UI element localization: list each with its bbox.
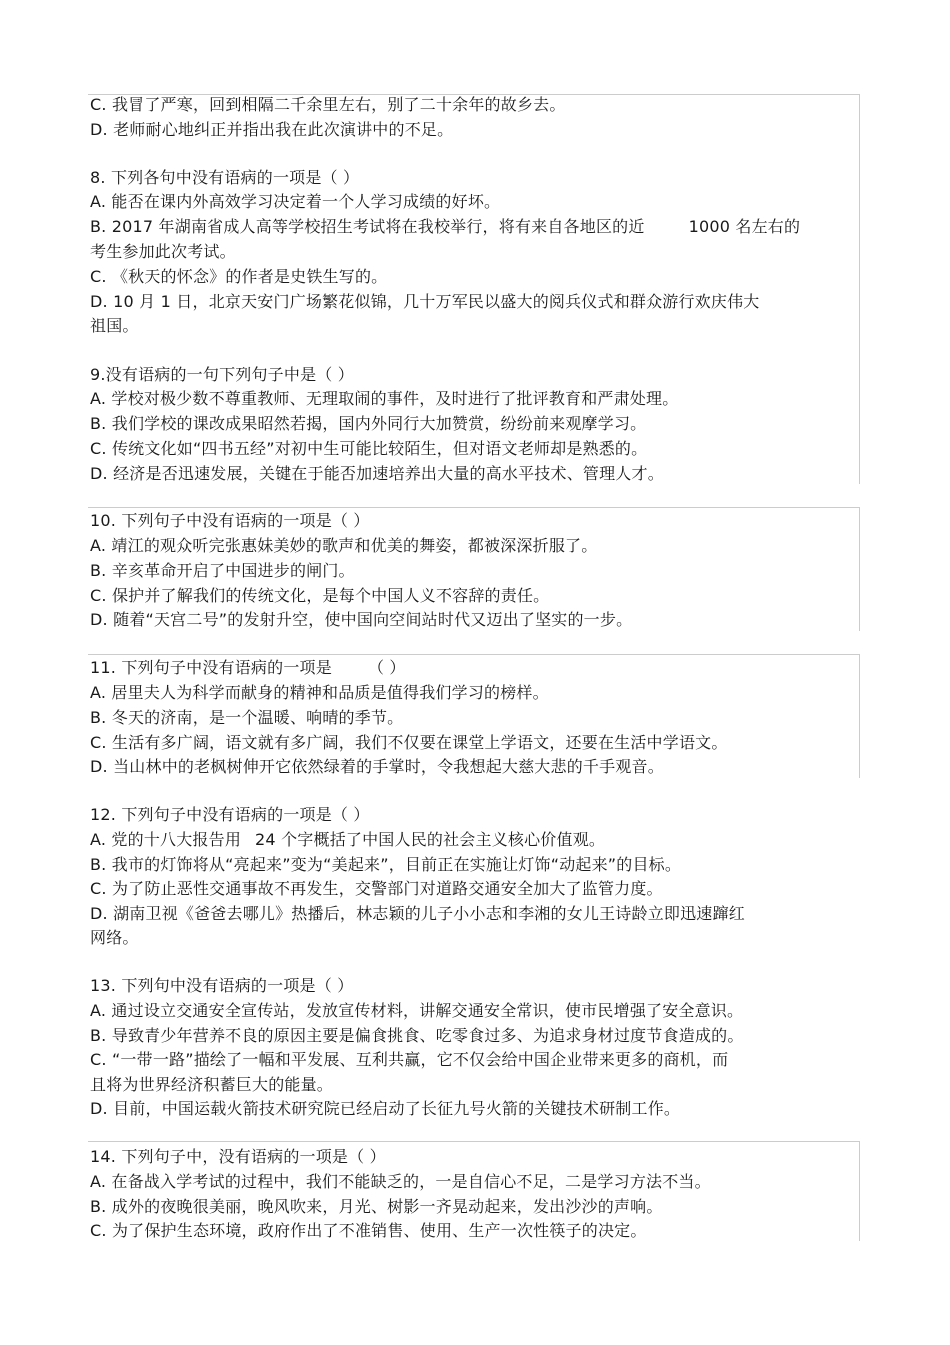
q12-option-d: D. 湖南卫视《爸爸去哪儿》热播后，林志颖的儿子小小志和李湘的女儿王诗龄立即迅速蹿红 — [90, 904, 745, 923]
q8-option-b-part1: B. 2017 年湖南省成人高等学校招生考试将在我校举行，将有来自各地区的近 — [90, 217, 645, 236]
q9-option-d: D. 经济是否迅速发展，关键在于能否加速培养出大量的高水平技术、管理人才。 — [90, 464, 664, 483]
q11-option-c: C. 生活有多广阔，语文就有多广阔，我们不仅要在课堂上学语文，还要在生活中学语文。 — [90, 733, 728, 752]
q8-option-c: C. 《秋天的怀念》的作者是史铁生写的。 — [90, 267, 388, 286]
q11-option-d: D. 当山林中的老枫树伸开它依然绿着的手掌时，令我想起大慈大悲的千手观音。 — [90, 757, 664, 776]
q10-stem: 10. 下列句子中没有语病的一项是（ ） — [90, 511, 370, 530]
q11-stem-text: 11. 下列句子中没有语病的一项是 — [90, 658, 332, 677]
q13-option-c-cont: 且将为世界经济积蓄巨大的能量。 — [90, 1075, 334, 1094]
q9-option-b: B. 我们学校的课改成果昭然若揭，国内外同行大加赞赏，纷纷前来观摩学习。 — [90, 414, 647, 433]
q8-option-b-cont: 考生参加此次考试。 — [90, 242, 236, 261]
q13-option-a: A. 通过设立交通安全宣传站，发放宣传材料，讲解交通安全常识，使市民增强了安全意识。 — [90, 1001, 744, 1020]
q14-option-b: B. 成外的夜晚很美丽，晚风吹来，月光、树影一齐晃动起来，发出沙沙的声响。 — [90, 1197, 663, 1216]
q8-option-a: A. 能否在课内外高效学习决定着一个人学习成绩的好坏。 — [90, 192, 501, 211]
q10-option-c: C. 保护并了解我们的传统文化，是每个中国人义不容辞的责任。 — [90, 586, 550, 605]
q13-option-b: B. 导致青少年营养不良的原因主要是偏食挑食、吃零食过多、为追求身材过度节食造成的。 — [90, 1026, 744, 1045]
q12-option-a-part1: A. 党的十八大报告用 — [90, 830, 242, 849]
q12-option-d-cont: 网络。 — [90, 928, 139, 947]
q12-stem: 12. 下列句子中没有语病的一项是（ ） — [90, 805, 370, 824]
q7-option-d: D. 老师耐心地纠正并指出我在此次演讲中的不足。 — [90, 120, 454, 139]
q9-option-c: C. 传统文化如“四书五经”对初中生可能比较陌生，但对语文老师却是熟悉的。 — [90, 439, 648, 458]
q12-option-b: B. 我市的灯饰将从“亮起来”变为“美起来”，目前正在实施让灯饰“动起来”的目标。 — [90, 855, 682, 874]
q11-stem — [90, 656, 406, 680]
q13-option-c: C. “一带一路”描绘了一幅和平发展、互利共赢，它不仅会给中国企业带来更多的商机，而 — [90, 1050, 729, 1069]
q14-option-c: C. 为了保护生态环境，政府作出了不准销售、使用、生产一次性筷子的决定。 — [90, 1221, 647, 1240]
q12-option-a-part2: 24 个字概括了中国人民的社会主义核心价值观。 — [255, 830, 606, 849]
q12-option-a — [90, 828, 605, 852]
q11-option-a: A. 居里夫人为科学而献身的精神和品质是值得我们学习的榜样。 — [90, 683, 549, 702]
q9-stem: 9.没有语病的一句下列句子中是（ ） — [90, 365, 354, 384]
q11-stem-blank: （ ） — [367, 658, 406, 677]
q8-option-b-part2: 1000 名左右的 — [688, 217, 801, 236]
q14-option-a: A. 在备战入学考试的过程中，我们不能缺乏的，一是自信心不足，二是学习方法不当。 — [90, 1172, 711, 1191]
q13-stem: 13. 下列句中没有语病的一项是（ ） — [90, 976, 354, 995]
q9-option-a: A. 学校对极少数不尊重教师、无理取闹的事件，及时进行了批评教育和严肃处理。 — [90, 389, 679, 408]
q10-option-d: D. 随着“天宫二号”的发射升空，使中国向空间站时代又迈出了坚实的一步。 — [90, 610, 633, 629]
q8-option-d: D. 10 月 1 日，北京天安门广场繁花似锦，几十万军民以盛大的阅兵仪式和群众游行欢庆伟大 — [90, 292, 760, 311]
q10-option-a: A. 靖江的观众听完张惠妹美妙的歌声和优美的舞姿，都被深深折服了。 — [90, 536, 598, 555]
q12-option-c: C. 为了防止恶性交通事故不再发生，交警部门对道路交通安全加大了监管力度。 — [90, 879, 663, 898]
q7-option-c: C. 我冒了严寒，回到相隔二千余里左右，别了二十余年的故乡去。 — [90, 95, 566, 114]
q13-option-d: D. 目前，中国运载火箭技术研究院已经启动了长征九号火箭的关键技术研制工作。 — [90, 1099, 681, 1118]
q8-option-d-cont: 祖国。 — [90, 316, 139, 335]
q8-stem: 8. 下列各句中没有语病的一项是（ ） — [90, 168, 360, 187]
q8-option-b — [90, 215, 800, 239]
q11-option-b: B. 冬天的济南，是一个温暖、响晴的季节。 — [90, 708, 404, 727]
q14-stem: 14. 下列句子中，没有语病的一项是（ ） — [90, 1147, 386, 1166]
q10-option-b: B. 辛亥革命开启了中国进步的闸门。 — [90, 561, 355, 580]
